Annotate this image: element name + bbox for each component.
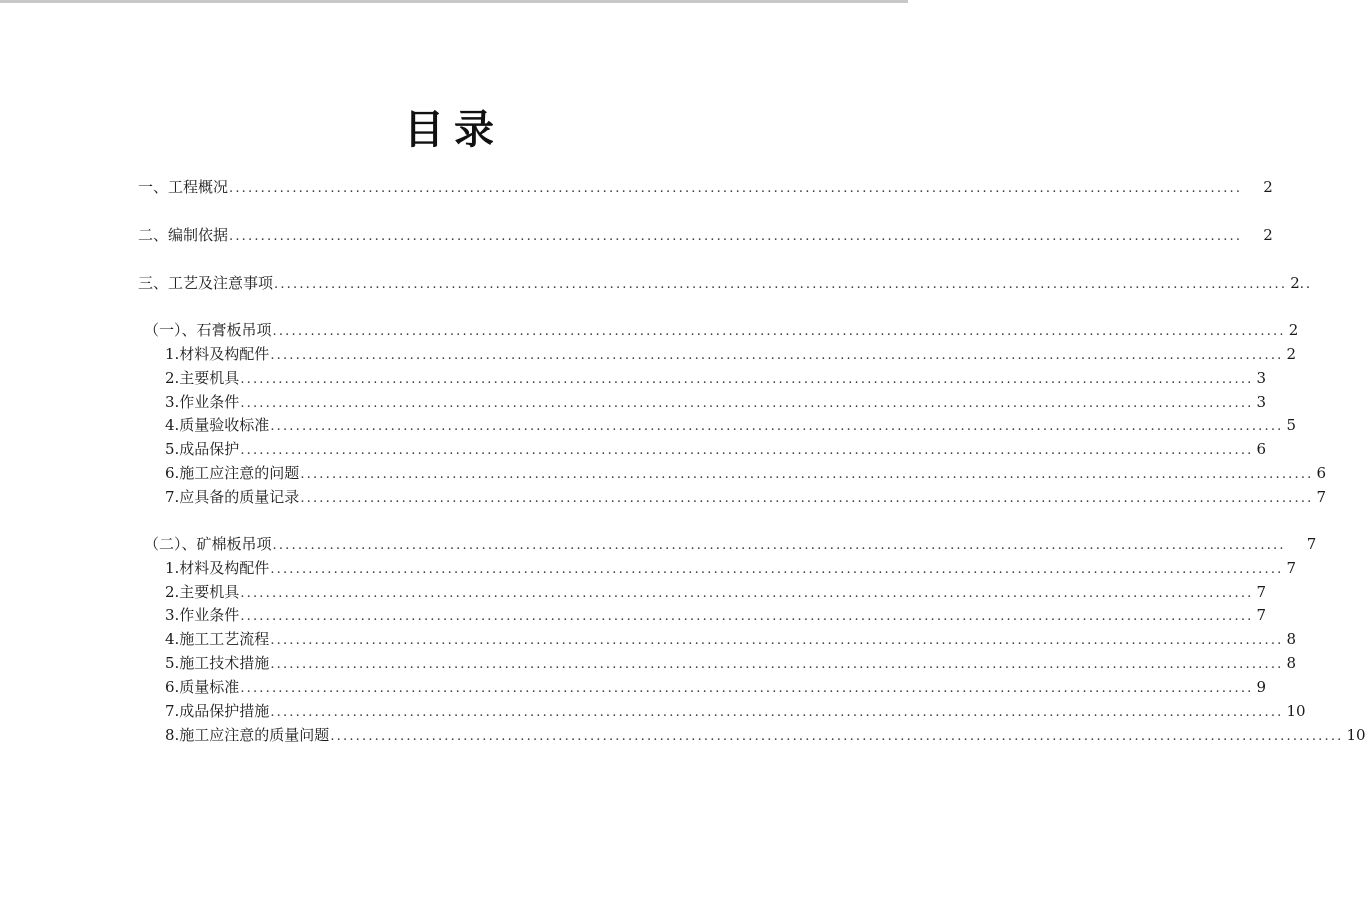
toc-entry-label: 一、工程概况 <box>138 178 229 196</box>
toc-entry-basis[interactable] <box>138 223 1273 247</box>
dot-leader: ................................................................................................................................................................ <box>272 538 1286 553</box>
dot-leader: ................................................................................................................................................................ <box>240 372 1254 387</box>
dot-leader: ................................................................................................................................................................ <box>270 657 1284 672</box>
toc-entry-label: 3.作业条件 <box>165 606 240 624</box>
toc-entry-gypsum-materials[interactable] <box>165 342 1297 366</box>
dot-leader: ................................................................................................................................................................ <box>300 491 1314 506</box>
toc-entry-label: 6.质量标准 <box>165 678 240 696</box>
toc-entry-page: 3 <box>1256 393 1267 411</box>
dot-leader: ................................................................................................................................................................ <box>272 324 1286 339</box>
toc-entry-mineral-tools[interactable] <box>165 580 1267 604</box>
toc-entry-label: （二）、矿棉板吊项 <box>144 535 272 553</box>
toc-entry-page: 8 <box>1286 654 1297 672</box>
toc-entry-mineral-conditions[interactable] <box>165 603 1267 627</box>
toc-entry-page: 8 <box>1286 630 1297 648</box>
dot-leader: ................................................................................................................................................................ <box>270 419 1284 434</box>
toc-entry-page: 2 .. <box>1290 271 1312 297</box>
top-border <box>0 0 908 3</box>
toc-entry-page: 10 <box>1346 726 1366 744</box>
dot-leader: ................................................................................................................................................................ <box>270 633 1284 648</box>
toc-entry-page: 7 <box>1256 583 1267 601</box>
toc-entry-label: 3.作业条件 <box>165 393 240 411</box>
toc-entry-gypsum-ceiling[interactable] <box>144 318 1299 342</box>
toc-entry-project-overview[interactable] <box>138 175 1273 199</box>
toc-entry-page: 5 <box>1286 416 1297 434</box>
dot-leader: ................................................................................................................................................................ <box>229 181 1243 196</box>
toc-entry-mineral-materials[interactable] <box>165 556 1297 580</box>
toc-entry-mineral-wool-ceiling[interactable] <box>144 532 1317 556</box>
toc-entry-gypsum-records[interactable] <box>165 485 1327 509</box>
toc-entry-label: 4.施工工艺流程 <box>165 630 270 648</box>
dot-leader: ................................................................................................................................................................ <box>300 467 1314 482</box>
toc-entry-page: 6 <box>1256 440 1267 458</box>
toc-entry-mineral-quality-issues[interactable] <box>165 723 1366 747</box>
toc-entry-label: 7.应具备的质量记录 <box>165 488 300 506</box>
toc-entry-label: 三、工艺及注意事项 <box>138 274 274 292</box>
toc-entry-gypsum-attention[interactable] <box>165 461 1327 485</box>
toc-entry-gypsum-conditions[interactable] <box>165 390 1267 414</box>
toc-entry-label: 4.质量验收标准 <box>165 416 270 434</box>
page-title: 目录 <box>404 107 504 153</box>
toc-entry-process[interactable] <box>138 271 1300 295</box>
toc-entry-page: 9 <box>1256 678 1267 696</box>
toc-entry-label: 2.主要机具 <box>165 369 240 387</box>
toc-entry-page: 2 <box>1286 345 1297 363</box>
toc-entry-page: 7 <box>1306 535 1317 553</box>
dot-leader: ................................................................................................................................................................ <box>240 681 1254 696</box>
toc-entry-page: 6 <box>1316 464 1327 482</box>
toc-entry-label: 2.主要机具 <box>165 583 240 601</box>
toc-entry-label: 8.施工应注意的质量问题 <box>165 726 330 744</box>
toc-entry-label: （一）、石膏板吊项 <box>144 321 272 339</box>
toc-entry-page: 7 <box>1316 488 1327 506</box>
toc-entry-mineral-technical-measures[interactable] <box>165 651 1297 675</box>
toc-entry-mineral-protection[interactable] <box>165 699 1306 723</box>
toc-entry-gypsum-acceptance[interactable] <box>165 413 1297 437</box>
dot-leader: ................................................................................................................................................................ <box>240 396 1254 411</box>
toc-entry-page: 10 <box>1286 702 1306 720</box>
toc-entry-page: 2 <box>1288 321 1299 339</box>
toc-entry-page: 7 <box>1256 606 1267 624</box>
dot-leader: ................................................................................................................................................................ <box>270 348 1284 363</box>
toc-entry-mineral-quality-standard[interactable] <box>165 675 1267 699</box>
dot-leader: ................................................................................................................................................................ <box>240 586 1254 601</box>
toc-entry-page: 2 <box>1263 226 1273 244</box>
dot-leader: ................................................................................................................................................................ <box>240 443 1254 458</box>
dot-leader: ................................................................................................................................................................ <box>270 705 1284 720</box>
toc-entry-label: 1.材料及构配件 <box>165 559 270 577</box>
toc-entry-page: 3 <box>1256 369 1267 387</box>
toc-entry-label: 5.成品保护 <box>165 440 240 458</box>
toc-entry-label: 6.施工应注意的问题 <box>165 464 300 482</box>
toc-entry-label: 7.成品保护措施 <box>165 702 270 720</box>
toc-entry-label: 二、编制依据 <box>138 226 229 244</box>
toc-entry-mineral-process-flow[interactable] <box>165 627 1297 651</box>
toc-entry-label: 1.材料及构配件 <box>165 345 270 363</box>
toc-entry-gypsum-protection[interactable] <box>165 437 1267 461</box>
toc-entry-page: 7 <box>1286 559 1297 577</box>
dot-leader: ................................................................................................................................................................ <box>229 229 1243 244</box>
dot-leader: ................................................................................................................................................................ <box>330 729 1344 744</box>
toc-entry-page: 2 <box>1263 178 1273 196</box>
toc-entry-gypsum-tools[interactable] <box>165 366 1267 390</box>
dot-leader: ................................................................................................................................................................ <box>274 277 1288 292</box>
dot-leader: ................................................................................................................................................................ <box>240 609 1254 624</box>
dot-leader: ................................................................................................................................................................ <box>270 562 1284 577</box>
toc-entry-label: 5.施工技术措施 <box>165 654 270 672</box>
